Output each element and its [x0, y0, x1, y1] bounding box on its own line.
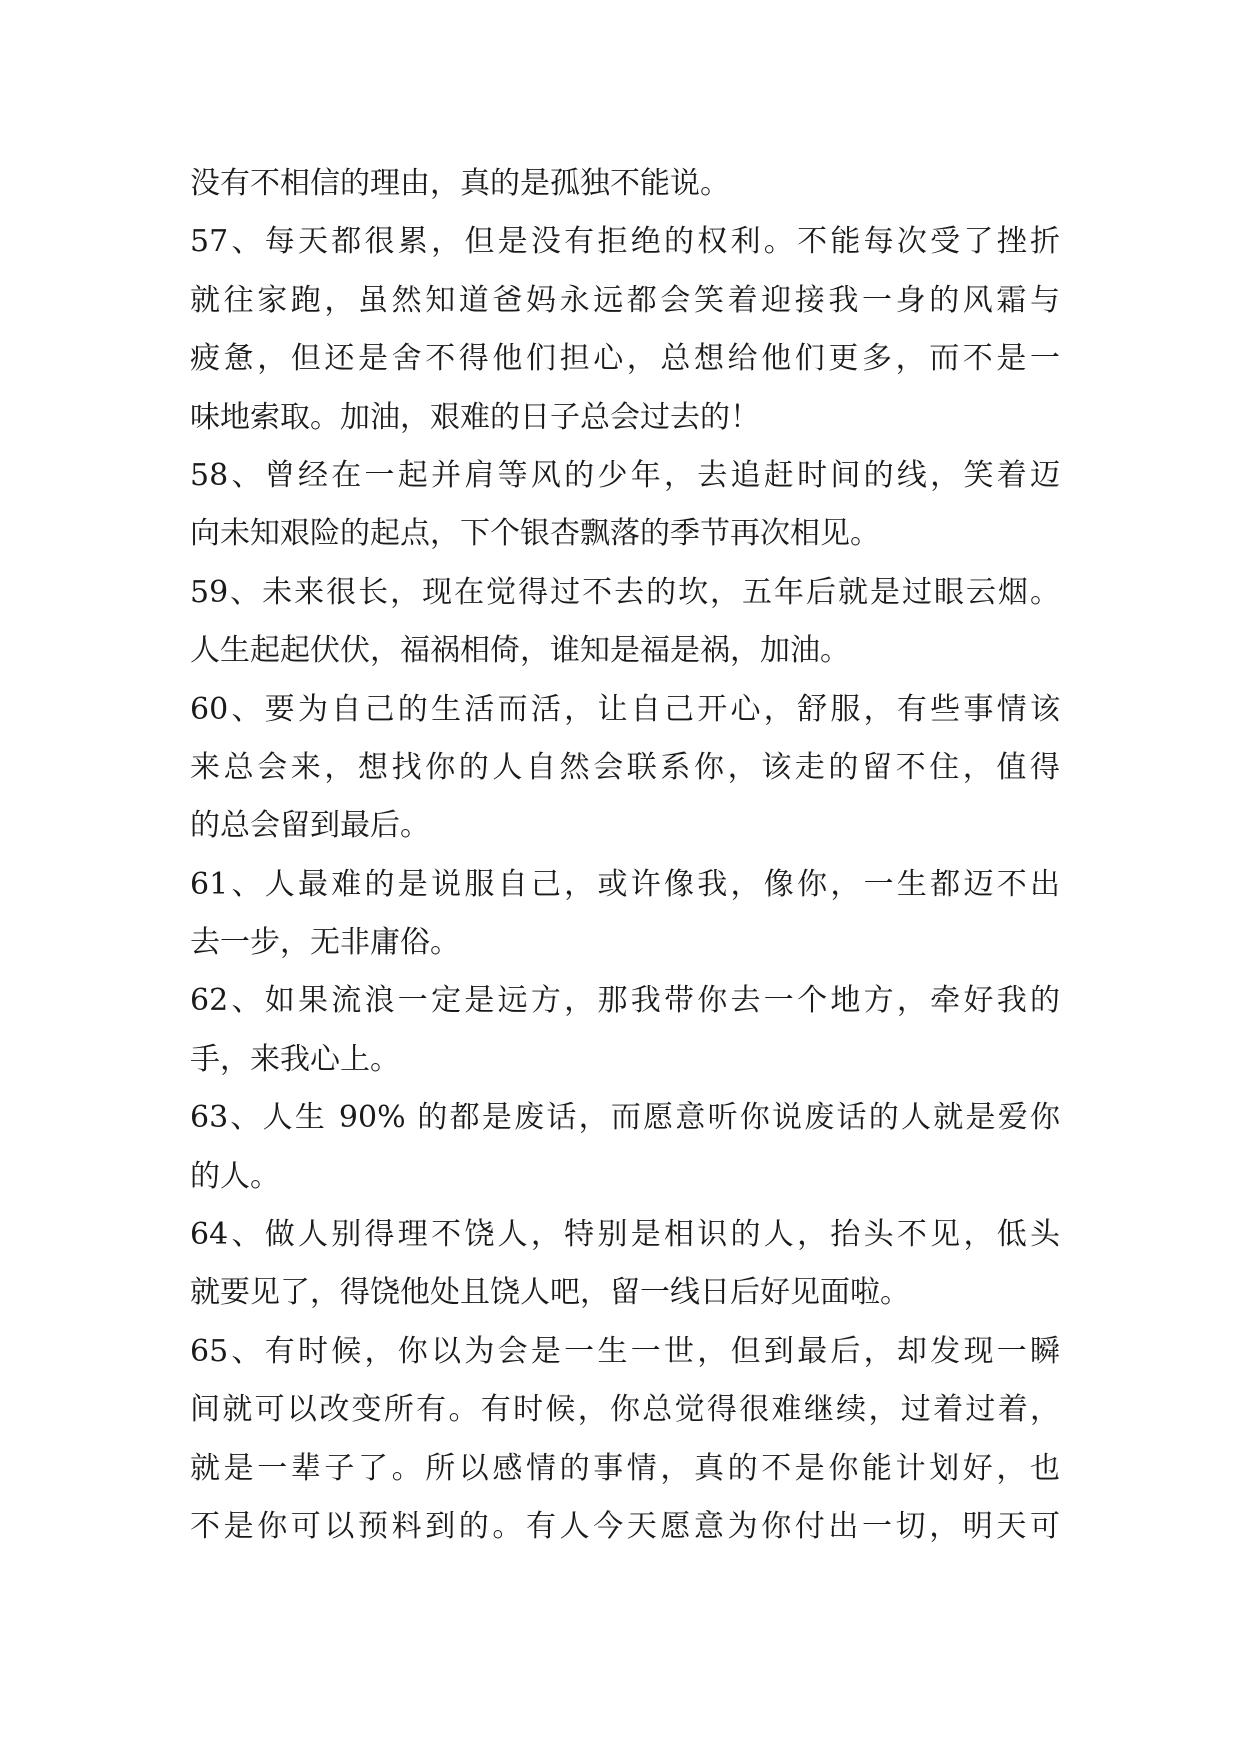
text-line: 来总会来，想找你的人自然会联系你，该走的留不住，值得	[190, 749, 1060, 785]
text-line: 去一步，无非庸俗。	[190, 925, 460, 961]
text-line: 手，来我心上。	[190, 1041, 400, 1077]
text-line: 的人。	[190, 1158, 280, 1194]
text-line: 没有不相信的理由，真的是孤独不能说。	[190, 166, 730, 201]
text-line: 58、曾经在一起并肩等风的少年，去追赶时间的线，笑着迈	[190, 457, 1060, 493]
text-line: 不是你可以预料到的。有人今天愿意为你付出一切，明天可	[190, 1508, 1060, 1544]
text-line: 60、要为自己的生活而活，让自己开心，舒服，有些事情该	[190, 691, 1060, 727]
text-line: 65、有时候，你以为会是一生一世，但到最后，却发现一瞬	[190, 1333, 1060, 1369]
text-line: 的总会留到最后。	[190, 808, 430, 844]
text-line: 59、未来很长，现在觉得过不去的坎，五年后就是过眼云烟。	[190, 574, 1060, 610]
text-line: 就是一辈子了。所以感情的事情，真的不是你能计划好，也	[190, 1450, 1060, 1486]
text-line: 63、人生 90% 的都是废话，而愿意听你说废话的人就是爱你	[190, 1100, 1060, 1136]
text-line: 疲惫，但还是舍不得他们担心，总想给他们更多，而不是一	[190, 341, 1060, 377]
text-line: 57、每天都很累，但是没有拒绝的权利。不能每次受了挫折	[190, 224, 1060, 260]
document-body	[190, 155, 1060, 1556]
text-line: 间就可以改变所有。有时候，你总觉得很难继续，过着过着，	[190, 1392, 1060, 1428]
text-line: 向未知艰险的起点，下个银杏飘落的季节再次相见。	[190, 516, 880, 552]
text-line: 64、做人别得理不饶人，特别是相识的人，抬头不见，低头	[190, 1217, 1060, 1253]
text-line: 就往家跑，虽然知道爸妈永远都会笑着迎接我一身的风霜与	[190, 282, 1060, 318]
text-line: 就要见了，得饶他处且饶人吧，留一线日后好见面啦。	[190, 1275, 910, 1311]
text-line: 62、如果流浪一定是远方，那我带你去一个地方，牵好我的	[190, 983, 1060, 1019]
text-line: 人生起起伏伏，福祸相倚，谁知是福是祸，加油。	[190, 633, 850, 669]
text-line: 味地索取。加油，艰难的日子总会过去的！	[190, 399, 760, 435]
text-line: 61、人最难的是说服自己，或许像我，像你，一生都迈不出	[190, 866, 1060, 902]
